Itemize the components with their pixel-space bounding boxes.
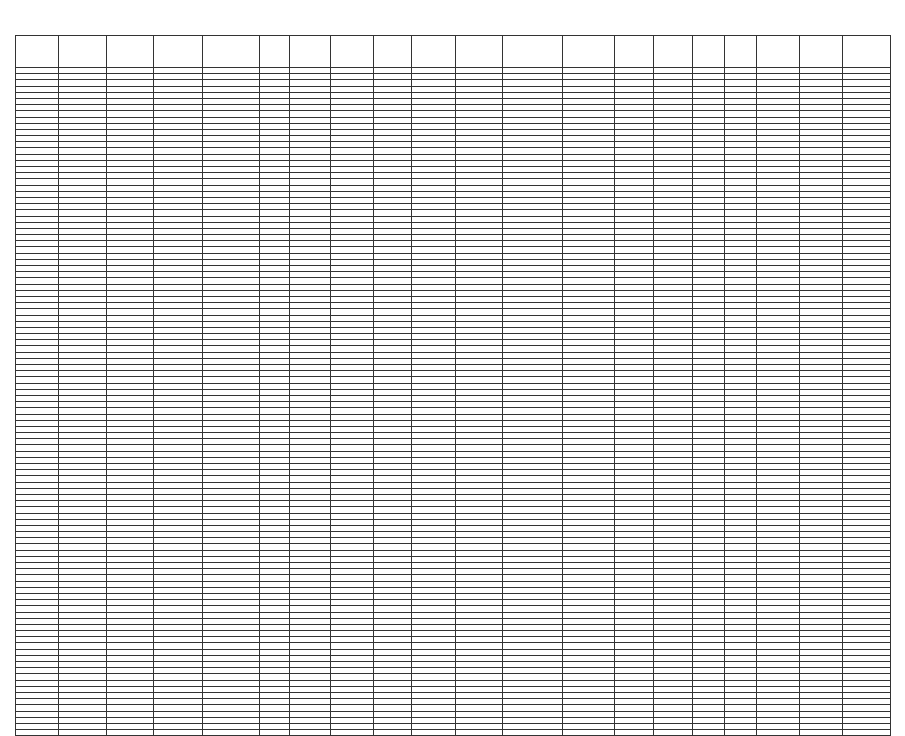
column-header	[106, 36, 153, 68]
column-header	[502, 36, 562, 68]
table-cell	[203, 730, 259, 736]
column-header	[289, 36, 330, 68]
table-cell	[106, 730, 153, 736]
table-body	[16, 68, 891, 736]
table-cell	[724, 730, 756, 736]
table-cell	[16, 730, 59, 736]
table-cell	[843, 730, 891, 736]
column-header	[373, 36, 412, 68]
table-cell	[692, 730, 724, 736]
table-cell	[563, 730, 615, 736]
table-cell	[330, 730, 373, 736]
table-cell	[373, 730, 412, 736]
table-cell	[615, 730, 654, 736]
table-cell	[653, 730, 692, 736]
column-header	[259, 36, 289, 68]
column-header	[153, 36, 203, 68]
column-header	[757, 36, 800, 68]
table-cell	[800, 730, 843, 736]
table-cell	[153, 730, 203, 736]
table-cell	[502, 730, 562, 736]
table-header-row	[16, 36, 891, 68]
data-table	[15, 35, 891, 736]
table-cell	[59, 730, 106, 736]
column-header	[653, 36, 692, 68]
table-cell	[259, 730, 289, 736]
spreadsheet-page	[15, 35, 891, 736]
column-header	[330, 36, 373, 68]
column-header	[16, 36, 59, 68]
table-cell	[289, 730, 330, 736]
column-header	[59, 36, 106, 68]
column-header	[615, 36, 654, 68]
table-cell	[412, 730, 455, 736]
column-header	[843, 36, 891, 68]
column-header	[800, 36, 843, 68]
table-cell	[455, 730, 502, 736]
column-header	[203, 36, 259, 68]
column-header	[455, 36, 502, 68]
table-row	[16, 730, 891, 736]
column-header	[412, 36, 455, 68]
column-header	[563, 36, 615, 68]
column-header	[724, 36, 756, 68]
column-header	[692, 36, 724, 68]
table-cell	[757, 730, 800, 736]
